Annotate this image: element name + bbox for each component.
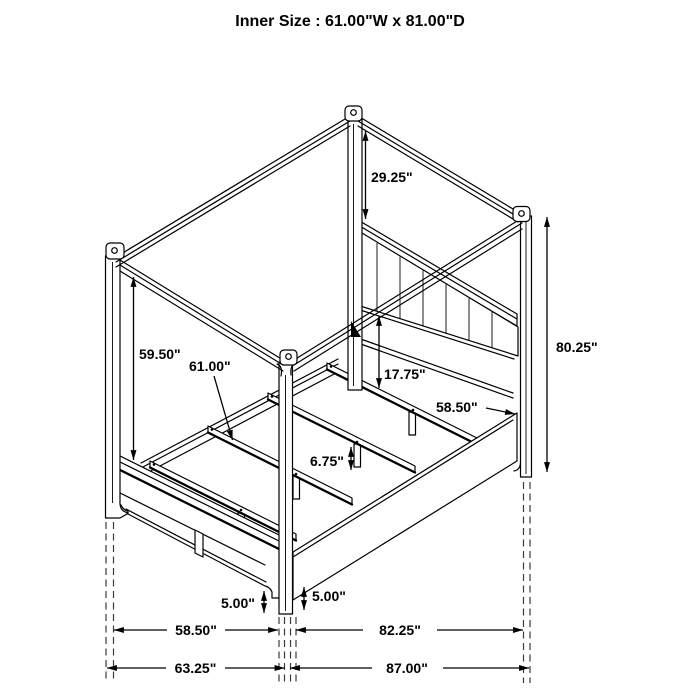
- center-leg-2: [354, 444, 361, 467]
- dim-headboard-to-slat: 17.75": [384, 366, 426, 382]
- dim-foot-clearance-left: 5.00": [221, 595, 255, 611]
- headboard: [353, 217, 518, 359]
- diagram-title: Inner Size : 61.00"W x 81.00"D: [235, 13, 465, 30]
- side-rail: [293, 413, 517, 600]
- post-cap-back: [345, 106, 362, 121]
- footboard: [112, 452, 281, 598]
- front-post: [277, 362, 296, 614]
- dim-overall-post-height: 80.25": [556, 339, 598, 355]
- dim-support-leg-height: 6.75": [310, 453, 344, 469]
- dim-overall-width: 63.25": [174, 660, 217, 676]
- footboard-stile: [195, 530, 203, 557]
- dim-slat-length: 61.00": [189, 358, 231, 374]
- dim-side-rail-span: 82.25": [379, 622, 421, 638]
- back-post: [348, 118, 362, 390]
- dim-overall-depth: 87.00": [386, 660, 428, 676]
- post-cap-left: [106, 243, 124, 259]
- dim-footboard-span: 58.50": [175, 622, 217, 638]
- headboard-panel: [357, 230, 518, 356]
- center-leg-3: [293, 476, 300, 499]
- dim-canopy-opening-height: 59.50": [139, 346, 181, 362]
- dim-inner-rail-span: 58.50": [436, 399, 478, 415]
- post-cap-right: [513, 207, 530, 222]
- center-leg-1: [409, 412, 416, 435]
- dim-foot-clearance-right: 5.00": [312, 588, 346, 604]
- dim-canopy-to-headboard: 29.25": [371, 169, 413, 185]
- post-cap-front: [280, 350, 297, 365]
